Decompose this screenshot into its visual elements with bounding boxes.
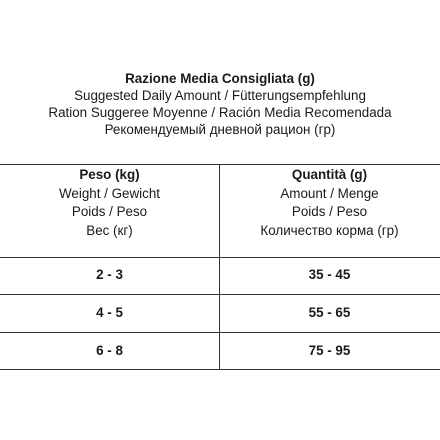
table-top-divider bbox=[0, 164, 440, 165]
column-header-weight bbox=[0, 166, 219, 240]
title-russian: Рекомендуемый дневной рацион (гр) bbox=[104, 122, 336, 137]
table-cell-weight-row-3: 6 - 8 bbox=[96, 343, 123, 358]
column-header-weight-english-german: Weight / Gewicht bbox=[59, 185, 160, 201]
column-header-amount-italian: Quantità (g) bbox=[291, 167, 368, 182]
column-header-amount-russian: Количество корма (гр) bbox=[260, 222, 399, 238]
column-header-amount-english-german: Amount / Menge bbox=[280, 185, 379, 201]
column-header-weight-russian: Вес (кг) bbox=[86, 222, 133, 238]
title-french-spanish: Ration Suggeree Moyenne / Ración Media Recomendada bbox=[48, 105, 392, 120]
table-title-block bbox=[0, 70, 440, 138]
table-bottom-divider bbox=[0, 369, 440, 370]
row-divider-2 bbox=[0, 332, 440, 333]
table-cell-amount-row-1: 35 - 45 bbox=[308, 267, 351, 282]
table-cell-weight-row-1: 2 - 3 bbox=[96, 267, 123, 282]
title-italian: Razione Media Consigliata (g) bbox=[125, 71, 315, 86]
column-header-weight-french-spanish: Poids / Peso bbox=[71, 204, 148, 219]
column-header-weight-italian: Peso (kg) bbox=[79, 167, 140, 182]
table-cell-amount-row-2: 55 - 65 bbox=[308, 305, 351, 320]
title-english-german: Suggested Daily Amount / Fütterungsempfehlung bbox=[74, 88, 366, 103]
table-cell-weight-row-2: 4 - 5 bbox=[96, 305, 123, 320]
row-divider-1 bbox=[0, 294, 440, 295]
column-header-amount bbox=[220, 166, 439, 240]
column-header-amount-french-spanish: Poids / Peso bbox=[291, 204, 368, 219]
header-bottom-divider bbox=[0, 257, 440, 258]
table-cell-amount-row-3: 75 - 95 bbox=[308, 343, 351, 358]
